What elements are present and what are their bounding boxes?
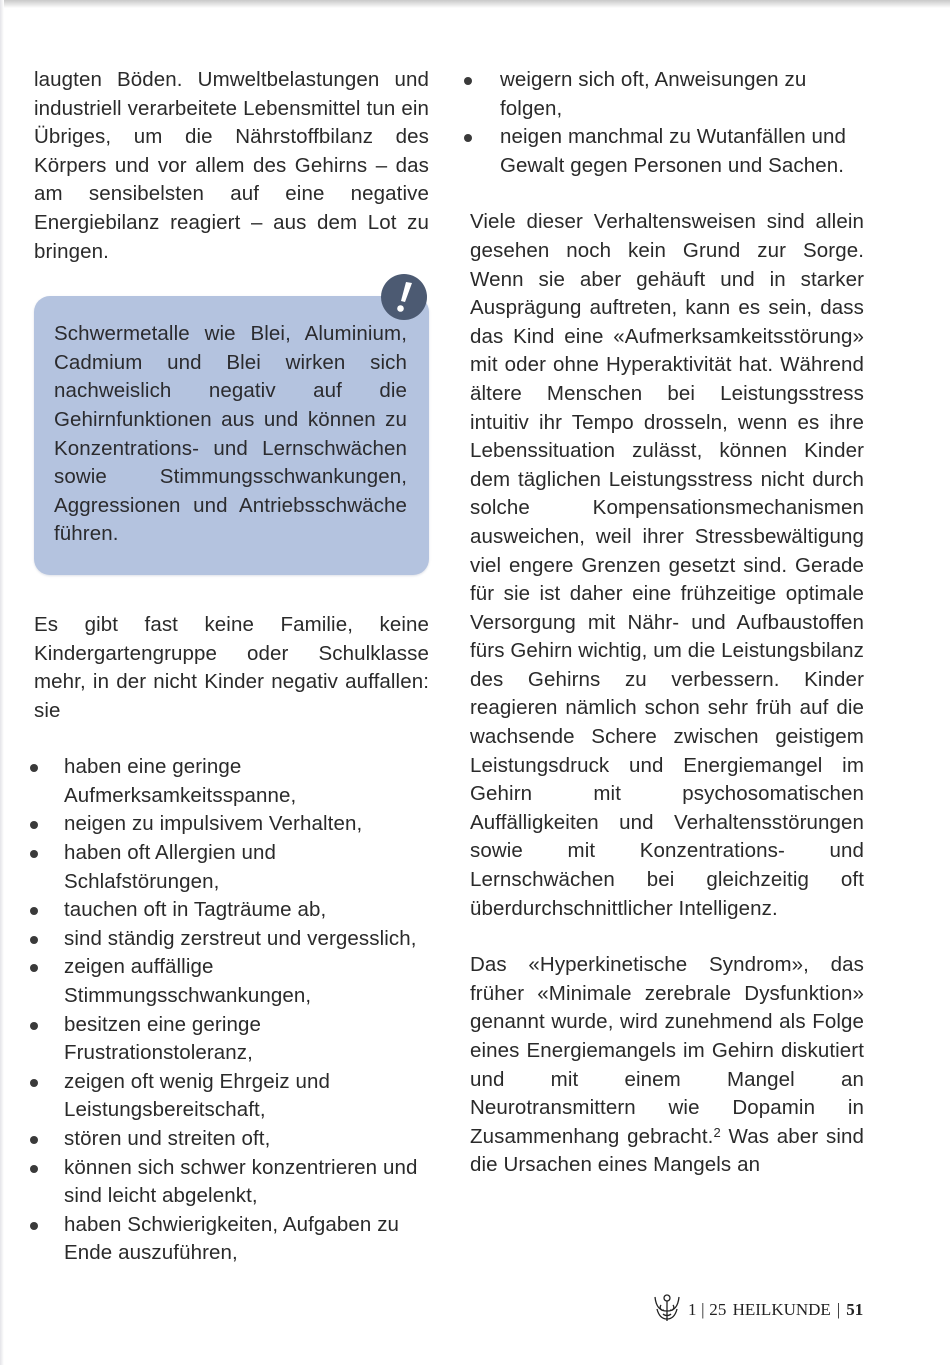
list-item: haben eine geringe Aufmerksamkeitsspanne, <box>34 753 429 810</box>
footnote-marker: 2 <box>713 1124 721 1140</box>
body-paragraph-1: Viele dieser Verhaltensweisen sind allein gesehen noch kein Grund zur Sorge. Wenn sie aber gehäuft und in starker Ausprägung auftreten, kann es sein, dass das Kind eine «Aufmerksamkeitsstörung» mit oder ohne Hyperaktivität hat. Während ältere Menschen bei Leistungsstress intuitiv ihr Tempo drosseln, wenn es ihre Lebenssituation zulässt, können Kinder dem täglichen Leistungsstress nicht durch solche Kompensationsmechanismen ausweichen, weil ihrer Stressbewältigung viel engere Grenzen gesetzt sind. Gerade für sie ist daher eine frühzeitige optimale Versorgung mit Nähr- und Aufbaustoffen fürs Gehirn wichtig, um die Leistungsbilanz des Gehirns zu verbessern. Kinder reagieren nämlich schon sehr früh auf die wachsende Schere zwischen geistigem Leistungsdruck und Energiemangel im Gehirn mit psychosomatischen Auffälligkeiten und Verhaltensstörungen sowie mit Konzentrations- und Lernschwächen bei gleichzeitig oft überdurchschnittlicher Intelligenz. <box>470 210 864 920</box>
list-item: haben oft Allergien und Schlafstörungen, <box>34 839 429 896</box>
body-paragraph-2-continued: Was aber sind die Ursachen eines Mangels an <box>470 1124 864 1177</box>
list-item: zeigen auffällige Stimmungsschwankungen, <box>34 953 429 1010</box>
list-item: sind ständig zerstreut und vergesslich, <box>34 925 429 954</box>
page-scan-top-edge <box>0 0 950 8</box>
publication-name: HEILKUNDE <box>732 1300 831 1319</box>
caduceus-emblem-icon <box>652 1293 682 1328</box>
list-item: neigen zu impulsivem Verhalten, <box>34 810 429 839</box>
callout-body <box>34 296 429 575</box>
list-intro-paragraph: Es gibt fast keine Familie, keine Kindergartengruppe oder Schulklasse mehr, in der nicht Kinder negativ auffallen: sie <box>34 612 429 722</box>
list-item: haben Schwierigkeiten, Aufgaben zu Ende auszuführen, <box>34 1211 429 1268</box>
page-footer <box>652 1290 863 1330</box>
left-column <box>34 66 429 1268</box>
list-item: zeigen oft wenig Ehrgeiz und Leistungsbereitschaft, <box>34 1068 429 1125</box>
list-item: weigern sich oft, Anweisungen zu folgen, <box>470 66 864 123</box>
list-item: tauchen oft in Tagträume ab, <box>34 896 429 925</box>
callout-text: Schwermetalle wie Blei, Aluminium, Cadmium und Blei wirken sich nachweislich negativ auf die Gehirnfunktionen aus und können zu Konzentrations- und Lernschwächen sowie Stimmungsschwankungen, Aggressionen und Antriebsschwäche führen. <box>54 322 407 546</box>
right-column <box>470 66 864 1180</box>
list-item: stören und streiten oft, <box>34 1125 429 1154</box>
body-paragraph-2 <box>470 951 864 1180</box>
symptom-list-continued <box>470 66 864 180</box>
symptom-list <box>34 753 429 1268</box>
list-item: können sich schwer konzentrieren und sind leicht abgelenkt, <box>34 1154 429 1211</box>
issue-number: 1 | 25 <box>688 1300 727 1319</box>
exclamation-icon <box>381 274 427 320</box>
page-number: 51 <box>846 1300 864 1319</box>
intro-paragraph: laugten Böden. Umweltbelastungen und industriell verarbeitete Lebensmittel tun ein Übriges, um die Nährstoffbilanz des Körpers und vor allem des Gehirns – das am sensibelsten auf eine negative Energiebilanz reagiert – aus dem Lot zu bringen. <box>34 68 429 263</box>
page-scan-left-edge <box>0 0 4 1365</box>
footer-separator: | <box>836 1300 841 1319</box>
list-item: neigen manchmal zu Wutanfällen und Gewalt gegen Personen und Sachen. <box>470 123 864 180</box>
list-item: besitzen eine geringe Frustrationstoleranz, <box>34 1011 429 1068</box>
callout-box <box>34 296 429 575</box>
body-paragraph-2-text: Das «Hyperkinetische Syndrom», das früher «Minimale zerebrale Dysfunktion» genannt wurde, wird zunehmend als Folge eines Energiemangels im Gehirn diskutiert und mit einem Mangel an Neurotransmittern wie Dopamin in Zusammenhang gebracht. <box>470 953 864 1148</box>
